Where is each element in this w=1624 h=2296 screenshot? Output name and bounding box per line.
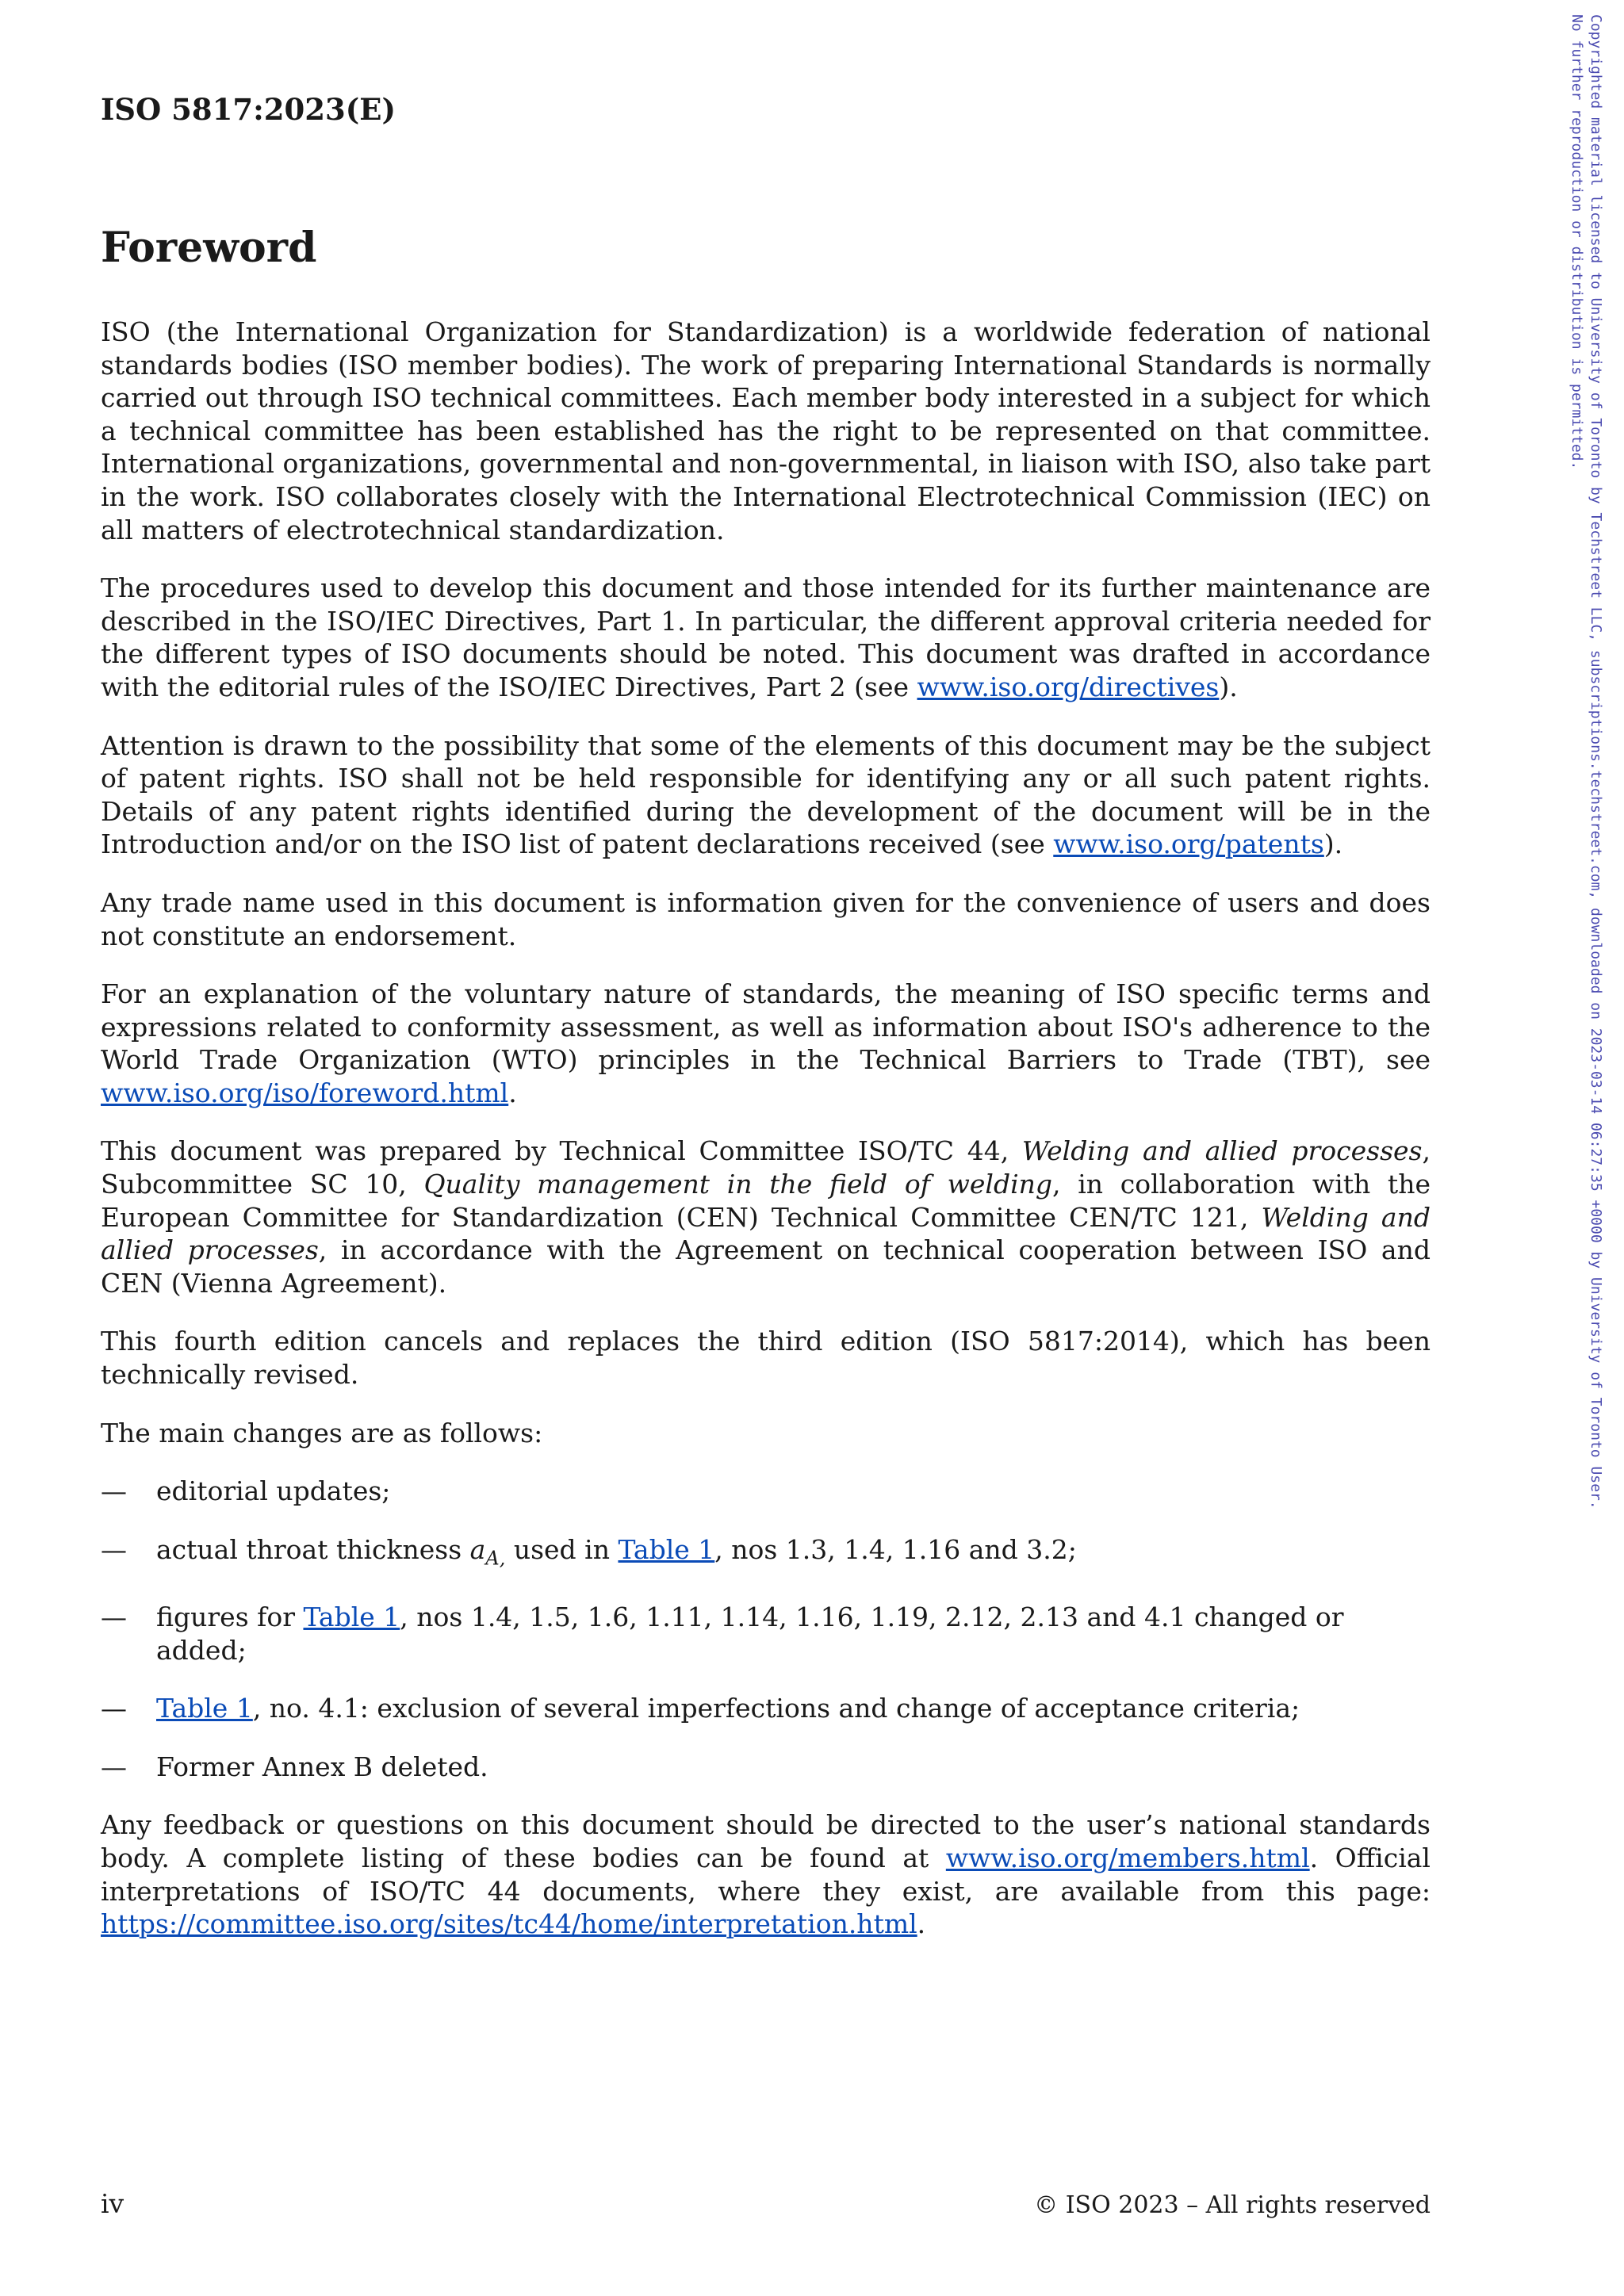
- list-text: used in: [505, 1533, 619, 1565]
- list-item: [101, 1751, 1431, 1784]
- list-item: [101, 1475, 1431, 1508]
- paragraph-voluntary-nature: [101, 978, 1431, 1109]
- list-item: [101, 1601, 1431, 1667]
- paragraph-text: ).: [1323, 828, 1343, 860]
- paragraph-text: This document was prepared by Technical Committee ISO/TC 44,: [101, 1135, 1022, 1167]
- directives-link[interactable]: www.iso.org/directives: [917, 671, 1220, 702]
- paragraph-text: Attention is drawn to the possibility that some of the elements of this document may be the subject of patent rights. ISO shall not be held responsible for identifying any or all such patent rights. Details of any patent rights identified during the development of the document will be in the Introduction and/or on the ISO list of patent declarations received (see: [101, 729, 1431, 860]
- page-title: Foreword: [101, 224, 317, 272]
- paragraph-text: For an explanation of the voluntary nature of standards, the meaning of ISO specific terms and expressions related to conformity assessment, as well as information about ISO's adherence to the World Trade Organization (WTO) principles in the Technical Barriers to Trade (TBT), see: [101, 978, 1431, 1076]
- symbol-subscript: A,: [485, 1547, 506, 1570]
- patents-link[interactable]: www.iso.org/patents: [1053, 828, 1324, 860]
- changes-list: [101, 1475, 1431, 1783]
- watermark-line: Copyrighted material licensed to University of Toronto by Techstreet LLC, subscriptions.techstreet.com, downloaded on 2023-03-14 06:27:35 +0000 by University of Toronto User.: [1588, 14, 1604, 1510]
- list-text: , no. 4.1: exclusion of several imperfections and change of acceptance criteria;: [252, 1693, 1300, 1724]
- table-1-link[interactable]: Table 1: [618, 1533, 715, 1565]
- paragraph-feedback: [101, 1808, 1431, 1940]
- list-item: [101, 1533, 1431, 1575]
- list-dash: —: [101, 1533, 127, 1565]
- paragraph-text: Any feedback or questions on this document should be directed to the user’s national standards body. A complete listing of these bodies can be found at: [101, 1809, 1431, 1873]
- paragraph-text: , in collaboration with the European Committee for Standardization (CEN) Technical Committee CEN/TC 121,: [101, 1169, 1431, 1233]
- committee-title: Welding and allied processes: [1021, 1135, 1423, 1167]
- list-item-text: Former Annex B deleted.: [156, 1751, 488, 1782]
- paragraph-iso-intro: ISO (the International Organization for Standardization) is a worldwide federation of national standards bodies (ISO member bodies). The work of preparing International Standards is normally carried out through ISO technical committees. Each member body interested in a subject for which a technical committee has been established has the right to be represented on that committee. International organizations, governmental and non-governmental, in liaison with ISO, also take part in the work. ISO collaborates closely with the International Electrotechnical Commission (IEC) on all matters of electrotechnical standardization.: [101, 316, 1431, 545]
- foreword-body: [101, 316, 1431, 1966]
- foreword-link[interactable]: www.iso.org/iso/foreword.html: [101, 1077, 509, 1108]
- list-item-text: editorial updates;: [156, 1475, 391, 1507]
- document-id: ISO 5817:2023(E): [101, 92, 396, 127]
- list-dash: —: [101, 1601, 127, 1632]
- paragraph-main-changes-intro: The main changes are as follows:: [101, 1417, 543, 1448]
- paragraph-text: ).: [1219, 671, 1238, 702]
- paragraph-text: , in accordance with the Agreement on technical cooperation between ISO and CEN (Vienna Agreement).: [101, 1234, 1431, 1299]
- members-link[interactable]: www.iso.org/members.html: [945, 1842, 1310, 1873]
- list-dash: —: [101, 1751, 127, 1782]
- list-item-text: [156, 1692, 1300, 1725]
- paragraph-text: , Subcommittee SC 10,: [101, 1135, 1431, 1200]
- paragraph-trade-name: Any trade name used in this document is information given for the convenience of users and does not constitute an endorsement.: [101, 886, 1431, 951]
- paragraph-edition: This fourth edition cancels and replaces the third edition (ISO 5817:2014), which has been technically revised.: [101, 1326, 1431, 1391]
- license-watermark: [1567, 14, 1605, 1510]
- interpretation-link[interactable]: https://committee.iso.org/sites/tc44/home/interpretation.html: [101, 1908, 917, 1940]
- paragraph-text: The procedures used to develop this document and those intended for its further maintenance are described in the ISO/IEC Directives, Part 1. In particular, the different approval criteria needed for the different types of ISO documents should be noted. This document was drafted in accordance with the editorial rules of the ISO/IEC Directives, Part 2 (see: [101, 572, 1431, 702]
- throat-thickness-symbol: [469, 1533, 506, 1570]
- symbol-letter: a: [469, 1533, 486, 1565]
- paragraph-patents: [101, 729, 1431, 861]
- table-1-link[interactable]: Table 1: [156, 1693, 253, 1724]
- paragraph-text: .: [917, 1908, 926, 1940]
- watermark-line: No further reproduction or distribution is permitted.: [1568, 14, 1585, 470]
- table-1-link[interactable]: Table 1: [303, 1601, 400, 1632]
- list-item-text: [156, 1533, 1077, 1575]
- list-text: actual throat thickness: [156, 1533, 470, 1565]
- paragraph-text: . Official interpretations of ISO/TC 44 documents, where they exist, are available from this page:: [101, 1842, 1431, 1907]
- paragraph-procedures: [101, 572, 1431, 703]
- list-dash: —: [101, 1475, 127, 1507]
- cen-committee-title: Welding and allied processes: [101, 1201, 1431, 1266]
- list-dash: —: [101, 1693, 127, 1724]
- page-number: iv: [101, 2188, 124, 2219]
- list-item-text: [156, 1601, 1431, 1667]
- list-text: figures for: [156, 1601, 304, 1632]
- list-item: [101, 1692, 1431, 1725]
- subcommittee-title: Quality management in the field of welding: [423, 1169, 1053, 1200]
- copyright-notice: © ISO 2023 – All rights reserved: [1034, 2191, 1431, 2219]
- paragraph-prepared-by: [101, 1135, 1431, 1299]
- list-text: , nos 1.3, 1.4, 1.16 and 3.2;: [714, 1533, 1077, 1565]
- list-text: , nos 1.4, 1.5, 1.6, 1.11, 1.14, 1.16, 1.19, 2.12, 2.13 and 4.1 changed or added;: [156, 1601, 1344, 1666]
- paragraph-text: .: [508, 1077, 517, 1108]
